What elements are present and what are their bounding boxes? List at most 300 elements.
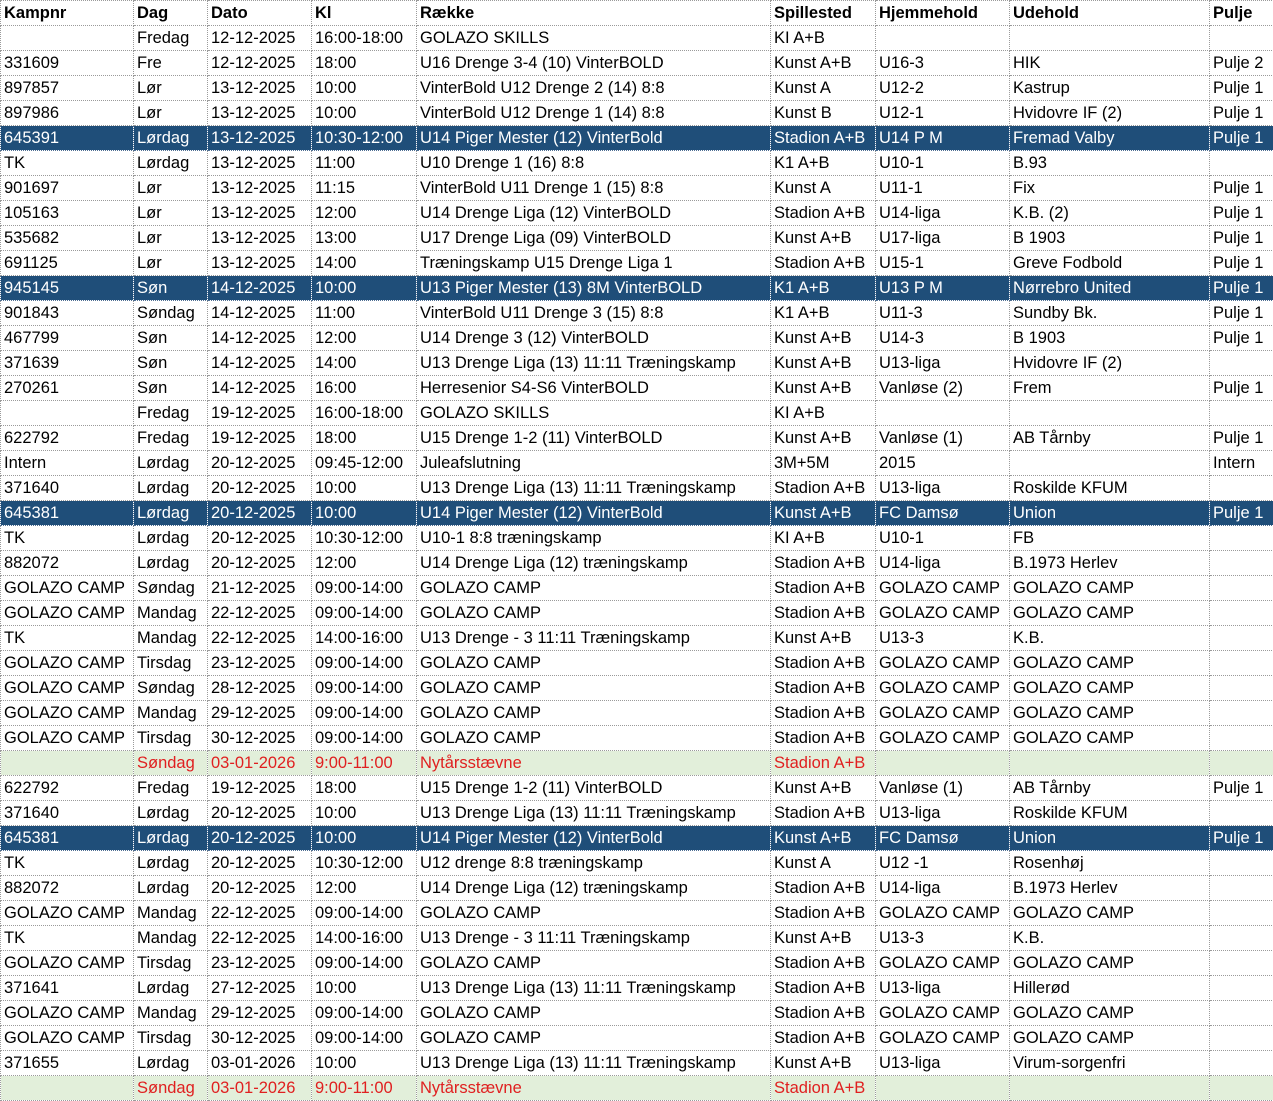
cell-kl[interactable]: 14:00 [312,251,417,276]
cell-hjemmehold[interactable]: U12-2 [876,76,1010,101]
cell-raekke[interactable]: GOLAZO SKILLS [417,26,771,51]
cell-dato[interactable]: 20-12-2025 [208,826,312,851]
cell-raekke[interactable]: U17 Drenge Liga (09) VinterBOLD [417,226,771,251]
cell-dato[interactable]: 20-12-2025 [208,451,312,476]
cell-spillested[interactable]: Kunst A+B [771,1051,876,1076]
cell-kl[interactable]: 09:00-14:00 [312,601,417,626]
cell-dag[interactable]: Lør [134,76,208,101]
cell-kampnr[interactable]: 882072 [1,876,134,901]
cell-udehold[interactable]: B 1903 [1010,226,1210,251]
cell-raekke[interactable]: U13 Drenge Liga (13) 11:11 Træningskamp [417,801,771,826]
cell-hjemmehold[interactable]: GOLAZO CAMP [876,651,1010,676]
cell-udehold[interactable]: Union [1010,501,1210,526]
cell-kampnr[interactable]: GOLAZO CAMP [1,676,134,701]
cell-spillested[interactable]: K1 A+B [771,301,876,326]
cell-dag[interactable]: Tirsdag [134,651,208,676]
cell-dato[interactable]: 13-12-2025 [208,226,312,251]
cell-dag[interactable]: Lør [134,201,208,226]
cell-dag[interactable]: Fredag [134,401,208,426]
cell-hjemmehold[interactable]: 2015 [876,451,1010,476]
cell-spillested[interactable]: Stadion A+B [771,601,876,626]
cell-pulje[interactable] [1210,626,1273,651]
cell-dag[interactable]: Fre [134,51,208,76]
cell-spillested[interactable]: Stadion A+B [771,951,876,976]
cell-spillested[interactable]: Kunst A+B [771,326,876,351]
cell-pulje[interactable] [1210,601,1273,626]
cell-kl[interactable]: 10:00 [312,101,417,126]
cell-pulje[interactable] [1210,701,1273,726]
col-header-raekke[interactable]: Række [417,1,771,26]
cell-dato[interactable]: 20-12-2025 [208,801,312,826]
cell-udehold[interactable]: Nørrebro United [1010,276,1210,301]
cell-udehold[interactable]: B 1903 [1010,326,1210,351]
cell-dato[interactable]: 22-12-2025 [208,926,312,951]
cell-kl[interactable]: 10:00 [312,826,417,851]
cell-kampnr[interactable]: GOLAZO CAMP [1,901,134,926]
cell-pulje[interactable] [1210,651,1273,676]
cell-kl[interactable]: 9:00-11:00 [312,1076,417,1101]
cell-kampnr[interactable]: 270261 [1,376,134,401]
cell-kl[interactable]: 11:00 [312,301,417,326]
cell-pulje[interactable] [1210,401,1273,426]
cell-raekke[interactable]: U13 Drenge - 3 11:11 Træningskamp [417,926,771,951]
cell-udehold[interactable]: GOLAZO CAMP [1010,651,1210,676]
cell-hjemmehold[interactable]: U10-1 [876,526,1010,551]
cell-udehold[interactable]: GOLAZO CAMP [1010,726,1210,751]
cell-dato[interactable]: 13-12-2025 [208,151,312,176]
cell-dag[interactable]: Lørdag [134,476,208,501]
col-header-pulje[interactable]: Pulje [1210,1,1273,26]
cell-dag[interactable]: Søndag [134,576,208,601]
cell-dag[interactable]: Mandag [134,601,208,626]
cell-dato[interactable]: 14-12-2025 [208,276,312,301]
cell-raekke[interactable]: U14 Drenge Liga (12) VinterBOLD [417,201,771,226]
cell-pulje[interactable]: Pulje 1 [1210,101,1273,126]
cell-hjemmehold[interactable]: U12 -1 [876,851,1010,876]
cell-dag[interactable]: Søndag [134,1076,208,1101]
cell-kl[interactable]: 9:00-11:00 [312,751,417,776]
cell-kl[interactable]: 09:00-14:00 [312,701,417,726]
cell-kampnr[interactable]: 371640 [1,476,134,501]
cell-spillested[interactable]: Stadion A+B [771,701,876,726]
cell-pulje[interactable]: Pulje 1 [1210,276,1273,301]
cell-pulje[interactable]: Pulje 1 [1210,201,1273,226]
cell-udehold[interactable]: HIK [1010,51,1210,76]
cell-dag[interactable]: Lørdag [134,451,208,476]
cell-dag[interactable]: Lørdag [134,876,208,901]
cell-pulje[interactable] [1210,976,1273,1001]
cell-kampnr[interactable] [1,751,134,776]
cell-dag[interactable]: Mandag [134,926,208,951]
cell-kampnr[interactable]: 535682 [1,226,134,251]
cell-pulje[interactable]: Pulje 2 [1210,51,1273,76]
cell-udehold[interactable]: GOLAZO CAMP [1010,576,1210,601]
cell-hjemmehold[interactable]: U14-liga [876,551,1010,576]
cell-dato[interactable]: 20-12-2025 [208,551,312,576]
cell-pulje[interactable] [1210,351,1273,376]
cell-kampnr[interactable]: GOLAZO CAMP [1,601,134,626]
cell-spillested[interactable]: Kunst A [771,176,876,201]
cell-udehold[interactable]: Hvidovre IF (2) [1010,351,1210,376]
cell-udehold[interactable]: Greve Fodbold [1010,251,1210,276]
cell-spillested[interactable]: Stadion A+B [771,901,876,926]
cell-spillested[interactable]: Stadion A+B [771,126,876,151]
cell-kampnr[interactable]: 645381 [1,826,134,851]
cell-raekke[interactable]: GOLAZO CAMP [417,701,771,726]
cell-raekke[interactable]: U13 Piger Mester (13) 8M VinterBOLD [417,276,771,301]
cell-udehold[interactable] [1010,451,1210,476]
col-header-spillested[interactable]: Spillested [771,1,876,26]
cell-dag[interactable]: Lørdag [134,976,208,1001]
cell-spillested[interactable]: Kunst A+B [771,51,876,76]
cell-raekke[interactable]: U12 drenge 8:8 træningskamp [417,851,771,876]
cell-pulje[interactable]: Pulje 1 [1210,326,1273,351]
cell-dag[interactable]: Søndag [134,301,208,326]
cell-dag[interactable]: Lør [134,251,208,276]
cell-raekke[interactable]: VinterBold U12 Drenge 2 (14) 8:8 [417,76,771,101]
cell-raekke[interactable]: U13 Drenge Liga (13) 11:11 Træningskamp [417,476,771,501]
cell-dato[interactable]: 03-01-2026 [208,1076,312,1101]
cell-hjemmehold[interactable]: U13-liga [876,1051,1010,1076]
cell-raekke[interactable]: Træningskamp U15 Drenge Liga 1 [417,251,771,276]
cell-spillested[interactable]: Stadion A+B [771,726,876,751]
col-header-dato[interactable]: Dato [208,1,312,26]
cell-dato[interactable]: 19-12-2025 [208,426,312,451]
cell-spillested[interactable]: Stadion A+B [771,1076,876,1101]
cell-hjemmehold[interactable]: U13-liga [876,801,1010,826]
cell-udehold[interactable]: Rosenhøj [1010,851,1210,876]
cell-dag[interactable]: Søn [134,326,208,351]
cell-dato[interactable]: 20-12-2025 [208,876,312,901]
cell-dato[interactable]: 27-12-2025 [208,976,312,1001]
cell-spillested[interactable]: Kunst B [771,101,876,126]
cell-hjemmehold[interactable]: U13-liga [876,476,1010,501]
cell-hjemmehold[interactable]: GOLAZO CAMP [876,1001,1010,1026]
cell-hjemmehold[interactable]: Vanløse (1) [876,776,1010,801]
cell-hjemmehold[interactable]: U13 P M [876,276,1010,301]
cell-kampnr[interactable]: TK [1,151,134,176]
cell-dato[interactable]: 12-12-2025 [208,51,312,76]
cell-dag[interactable]: Lør [134,101,208,126]
cell-raekke[interactable]: U13 Drenge Liga (13) 11:11 Træningskamp [417,351,771,376]
cell-spillested[interactable]: Kunst A+B [771,226,876,251]
cell-dag[interactable]: Lørdag [134,1051,208,1076]
cell-raekke[interactable]: Herresenior S4-S6 VinterBOLD [417,376,771,401]
cell-raekke[interactable]: VinterBold U12 Drenge 1 (14) 8:8 [417,101,771,126]
cell-raekke[interactable]: VinterBold U11 Drenge 3 (15) 8:8 [417,301,771,326]
cell-pulje[interactable]: Pulje 1 [1210,826,1273,851]
cell-dag[interactable]: Lørdag [134,526,208,551]
cell-hjemmehold[interactable]: U13-liga [876,976,1010,1001]
cell-dag[interactable]: Søndag [134,751,208,776]
cell-spillested[interactable]: Stadion A+B [771,651,876,676]
cell-udehold[interactable]: B.93 [1010,151,1210,176]
cell-kl[interactable]: 10:00 [312,501,417,526]
cell-raekke[interactable]: GOLAZO CAMP [417,1001,771,1026]
cell-raekke[interactable]: GOLAZO CAMP [417,726,771,751]
cell-dag[interactable]: Søn [134,351,208,376]
cell-udehold[interactable]: Fix [1010,176,1210,201]
cell-dag[interactable]: Mandag [134,701,208,726]
cell-spillested[interactable]: Kunst A+B [771,626,876,651]
cell-pulje[interactable] [1210,576,1273,601]
cell-kl[interactable]: 13:00 [312,226,417,251]
cell-pulje[interactable] [1210,526,1273,551]
cell-kl[interactable]: 11:00 [312,151,417,176]
cell-udehold[interactable]: Roskilde KFUM [1010,801,1210,826]
cell-kampnr[interactable]: 622792 [1,426,134,451]
cell-udehold[interactable]: Kastrup [1010,76,1210,101]
cell-spillested[interactable]: Kunst A+B [771,426,876,451]
cell-kampnr[interactable]: 645391 [1,126,134,151]
cell-kampnr[interactable]: TK [1,926,134,951]
cell-hjemmehold[interactable]: GOLAZO CAMP [876,576,1010,601]
cell-hjemmehold[interactable]: U15-1 [876,251,1010,276]
cell-spillested[interactable]: Stadion A+B [771,201,876,226]
cell-dato[interactable]: 23-12-2025 [208,951,312,976]
cell-kl[interactable]: 09:00-14:00 [312,726,417,751]
cell-kl[interactable]: 10:00 [312,976,417,1001]
cell-kl[interactable]: 18:00 [312,426,417,451]
cell-dato[interactable]: 29-12-2025 [208,1001,312,1026]
cell-spillested[interactable]: Stadion A+B [771,551,876,576]
cell-kampnr[interactable]: 945145 [1,276,134,301]
cell-spillested[interactable]: Kunst A+B [771,376,876,401]
cell-pulje[interactable] [1210,476,1273,501]
cell-pulje[interactable]: Pulje 1 [1210,251,1273,276]
cell-udehold[interactable]: GOLAZO CAMP [1010,1026,1210,1051]
cell-pulje[interactable]: Pulje 1 [1210,776,1273,801]
cell-kl[interactable]: 09:00-14:00 [312,576,417,601]
cell-dag[interactable]: Søndag [134,676,208,701]
cell-kl[interactable]: 12:00 [312,551,417,576]
cell-dato[interactable]: 21-12-2025 [208,576,312,601]
cell-dag[interactable]: Lørdag [134,801,208,826]
cell-spillested[interactable]: KI A+B [771,526,876,551]
cell-pulje[interactable] [1210,851,1273,876]
cell-kl[interactable]: 10:00 [312,801,417,826]
cell-kampnr[interactable]: GOLAZO CAMP [1,651,134,676]
cell-hjemmehold[interactable]: GOLAZO CAMP [876,951,1010,976]
cell-kl[interactable]: 09:00-14:00 [312,651,417,676]
cell-udehold[interactable]: Sundby Bk. [1010,301,1210,326]
cell-kl[interactable]: 10:30-12:00 [312,526,417,551]
cell-spillested[interactable]: Kunst A [771,851,876,876]
cell-spillested[interactable]: Kunst A+B [771,926,876,951]
cell-kampnr[interactable]: 622792 [1,776,134,801]
cell-raekke[interactable]: U14 Drenge 3 (12) VinterBOLD [417,326,771,351]
cell-spillested[interactable]: K1 A+B [771,276,876,301]
cell-spillested[interactable]: Kunst A+B [771,776,876,801]
cell-udehold[interactable] [1010,751,1210,776]
cell-kampnr[interactable]: 467799 [1,326,134,351]
cell-spillested[interactable]: Stadion A+B [771,1026,876,1051]
cell-spillested[interactable]: Stadion A+B [771,476,876,501]
cell-kl[interactable]: 14:00 [312,351,417,376]
cell-dato[interactable]: 20-12-2025 [208,526,312,551]
cell-udehold[interactable] [1010,401,1210,426]
cell-dag[interactable]: Søn [134,276,208,301]
cell-dato[interactable]: 30-12-2025 [208,726,312,751]
cell-raekke[interactable]: U10 Drenge 1 (16) 8:8 [417,151,771,176]
cell-hjemmehold[interactable]: U14 P M [876,126,1010,151]
cell-dag[interactable]: Lørdag [134,826,208,851]
cell-dato[interactable]: 22-12-2025 [208,901,312,926]
cell-spillested[interactable]: Stadion A+B [771,251,876,276]
cell-pulje[interactable]: Pulje 1 [1210,226,1273,251]
cell-kl[interactable]: 16:00-18:00 [312,26,417,51]
col-header-dag[interactable]: Dag [134,1,208,26]
cell-hjemmehold[interactable]: FC Damsø [876,501,1010,526]
cell-hjemmehold[interactable]: Vanløse (1) [876,426,1010,451]
cell-spillested[interactable]: KI A+B [771,26,876,51]
cell-raekke[interactable]: U15 Drenge 1-2 (11) VinterBOLD [417,776,771,801]
cell-pulje[interactable]: Pulje 1 [1210,76,1273,101]
cell-kampnr[interactable]: TK [1,526,134,551]
cell-hjemmehold[interactable] [876,401,1010,426]
cell-pulje[interactable] [1210,926,1273,951]
cell-kampnr[interactable]: GOLAZO CAMP [1,701,134,726]
cell-kl[interactable]: 16:00-18:00 [312,401,417,426]
cell-pulje[interactable] [1210,26,1273,51]
cell-hjemmehold[interactable]: U11-3 [876,301,1010,326]
cell-dag[interactable]: Lørdag [134,851,208,876]
cell-raekke[interactable]: Nytårsstævne [417,751,771,776]
cell-raekke[interactable]: Nytårsstævne [417,1076,771,1101]
cell-kl[interactable]: 18:00 [312,776,417,801]
cell-udehold[interactable]: Frem [1010,376,1210,401]
cell-kl[interactable]: 09:00-14:00 [312,1001,417,1026]
cell-dato[interactable]: 20-12-2025 [208,476,312,501]
cell-kampnr[interactable]: GOLAZO CAMP [1,576,134,601]
cell-dato[interactable]: 13-12-2025 [208,251,312,276]
cell-udehold[interactable]: GOLAZO CAMP [1010,701,1210,726]
cell-hjemmehold[interactable]: U14-liga [876,201,1010,226]
cell-kl[interactable]: 09:00-14:00 [312,1026,417,1051]
cell-kampnr[interactable] [1,401,134,426]
cell-kampnr[interactable]: 897857 [1,76,134,101]
cell-kampnr[interactable]: 371655 [1,1051,134,1076]
cell-dato[interactable]: 14-12-2025 [208,301,312,326]
cell-pulje[interactable] [1210,801,1273,826]
cell-kampnr[interactable]: 901697 [1,176,134,201]
cell-kampnr[interactable]: TK [1,626,134,651]
cell-spillested[interactable]: Kunst A+B [771,501,876,526]
cell-dato[interactable]: 03-01-2026 [208,1051,312,1076]
cell-dato[interactable]: 13-12-2025 [208,176,312,201]
cell-udehold[interactable]: GOLAZO CAMP [1010,1001,1210,1026]
cell-dato[interactable]: 28-12-2025 [208,676,312,701]
cell-kampnr[interactable]: GOLAZO CAMP [1,951,134,976]
cell-udehold[interactable]: AB Tårnby [1010,776,1210,801]
cell-kampnr[interactable]: 105163 [1,201,134,226]
cell-hjemmehold[interactable] [876,751,1010,776]
cell-kl[interactable]: 09:00-14:00 [312,901,417,926]
cell-dag[interactable]: Lør [134,226,208,251]
cell-dag[interactable]: Mandag [134,626,208,651]
cell-dato[interactable]: 13-12-2025 [208,201,312,226]
cell-dato[interactable]: 19-12-2025 [208,401,312,426]
cell-hjemmehold[interactable]: U13-liga [876,351,1010,376]
cell-dato[interactable]: 19-12-2025 [208,776,312,801]
cell-spillested[interactable]: K1 A+B [771,151,876,176]
cell-kampnr[interactable]: 901843 [1,301,134,326]
cell-pulje[interactable] [1210,1051,1273,1076]
cell-hjemmehold[interactable]: U13-3 [876,626,1010,651]
cell-kampnr[interactable] [1,26,134,51]
cell-spillested[interactable]: Kunst A+B [771,826,876,851]
cell-raekke[interactable]: GOLAZO CAMP [417,951,771,976]
cell-pulje[interactable] [1210,1076,1273,1101]
cell-udehold[interactable]: B.1973 Herlev [1010,551,1210,576]
cell-kampnr[interactable]: 371639 [1,351,134,376]
cell-udehold[interactable]: Union [1010,826,1210,851]
cell-udehold[interactable]: GOLAZO CAMP [1010,676,1210,701]
cell-kl[interactable]: 10:00 [312,276,417,301]
cell-raekke[interactable]: GOLAZO CAMP [417,901,771,926]
cell-pulje[interactable] [1210,676,1273,701]
cell-dag[interactable]: Mandag [134,901,208,926]
cell-spillested[interactable]: KI A+B [771,401,876,426]
cell-kampnr[interactable]: Intern [1,451,134,476]
col-header-kampnr[interactable]: Kampnr [1,1,134,26]
cell-kl[interactable]: 09:00-14:00 [312,676,417,701]
cell-raekke[interactable]: U14 Piger Mester (12) VinterBold [417,826,771,851]
cell-spillested[interactable]: Kunst A+B [771,351,876,376]
cell-raekke[interactable]: U10-1 8:8 træningskamp [417,526,771,551]
cell-dag[interactable]: Lørdag [134,501,208,526]
cell-dag[interactable]: Søn [134,376,208,401]
cell-udehold[interactable]: Roskilde KFUM [1010,476,1210,501]
cell-pulje[interactable] [1210,1026,1273,1051]
cell-spillested[interactable]: Kunst A [771,76,876,101]
col-header-kl[interactable]: Kl [312,1,417,26]
cell-kl[interactable]: 14:00-16:00 [312,626,417,651]
cell-raekke[interactable]: U14 Piger Mester (12) VinterBold [417,501,771,526]
cell-udehold[interactable]: GOLAZO CAMP [1010,601,1210,626]
cell-raekke[interactable]: Juleafslutning [417,451,771,476]
cell-udehold[interactable] [1010,1076,1210,1101]
cell-dag[interactable]: Mandag [134,1001,208,1026]
cell-raekke[interactable]: U16 Drenge 3-4 (10) VinterBOLD [417,51,771,76]
cell-hjemmehold[interactable] [876,1076,1010,1101]
cell-kl[interactable]: 12:00 [312,876,417,901]
cell-kampnr[interactable]: 882072 [1,551,134,576]
cell-pulje[interactable] [1210,751,1273,776]
cell-raekke[interactable]: GOLAZO SKILLS [417,401,771,426]
cell-kl[interactable]: 10:00 [312,476,417,501]
cell-dag[interactable]: Fredag [134,426,208,451]
cell-raekke[interactable]: GOLAZO CAMP [417,651,771,676]
cell-hjemmehold[interactable]: Vanløse (2) [876,376,1010,401]
cell-spillested[interactable]: Stadion A+B [771,976,876,1001]
cell-raekke[interactable]: VinterBold U11 Drenge 1 (15) 8:8 [417,176,771,201]
cell-hjemmehold[interactable]: U13-3 [876,926,1010,951]
cell-kl[interactable]: 18:00 [312,51,417,76]
cell-dato[interactable]: 14-12-2025 [208,351,312,376]
cell-dato[interactable]: 20-12-2025 [208,851,312,876]
cell-pulje[interactable] [1210,901,1273,926]
col-header-hjemmehold[interactable]: Hjemmehold [876,1,1010,26]
cell-hjemmehold[interactable]: U17-liga [876,226,1010,251]
cell-raekke[interactable]: GOLAZO CAMP [417,601,771,626]
cell-udehold[interactable]: FB [1010,526,1210,551]
cell-pulje[interactable]: Pulje 1 [1210,176,1273,201]
cell-dag[interactable]: Lør [134,176,208,201]
cell-pulje[interactable]: Pulje 1 [1210,301,1273,326]
cell-kampnr[interactable]: GOLAZO CAMP [1,1001,134,1026]
cell-pulje[interactable]: Pulje 1 [1210,376,1273,401]
